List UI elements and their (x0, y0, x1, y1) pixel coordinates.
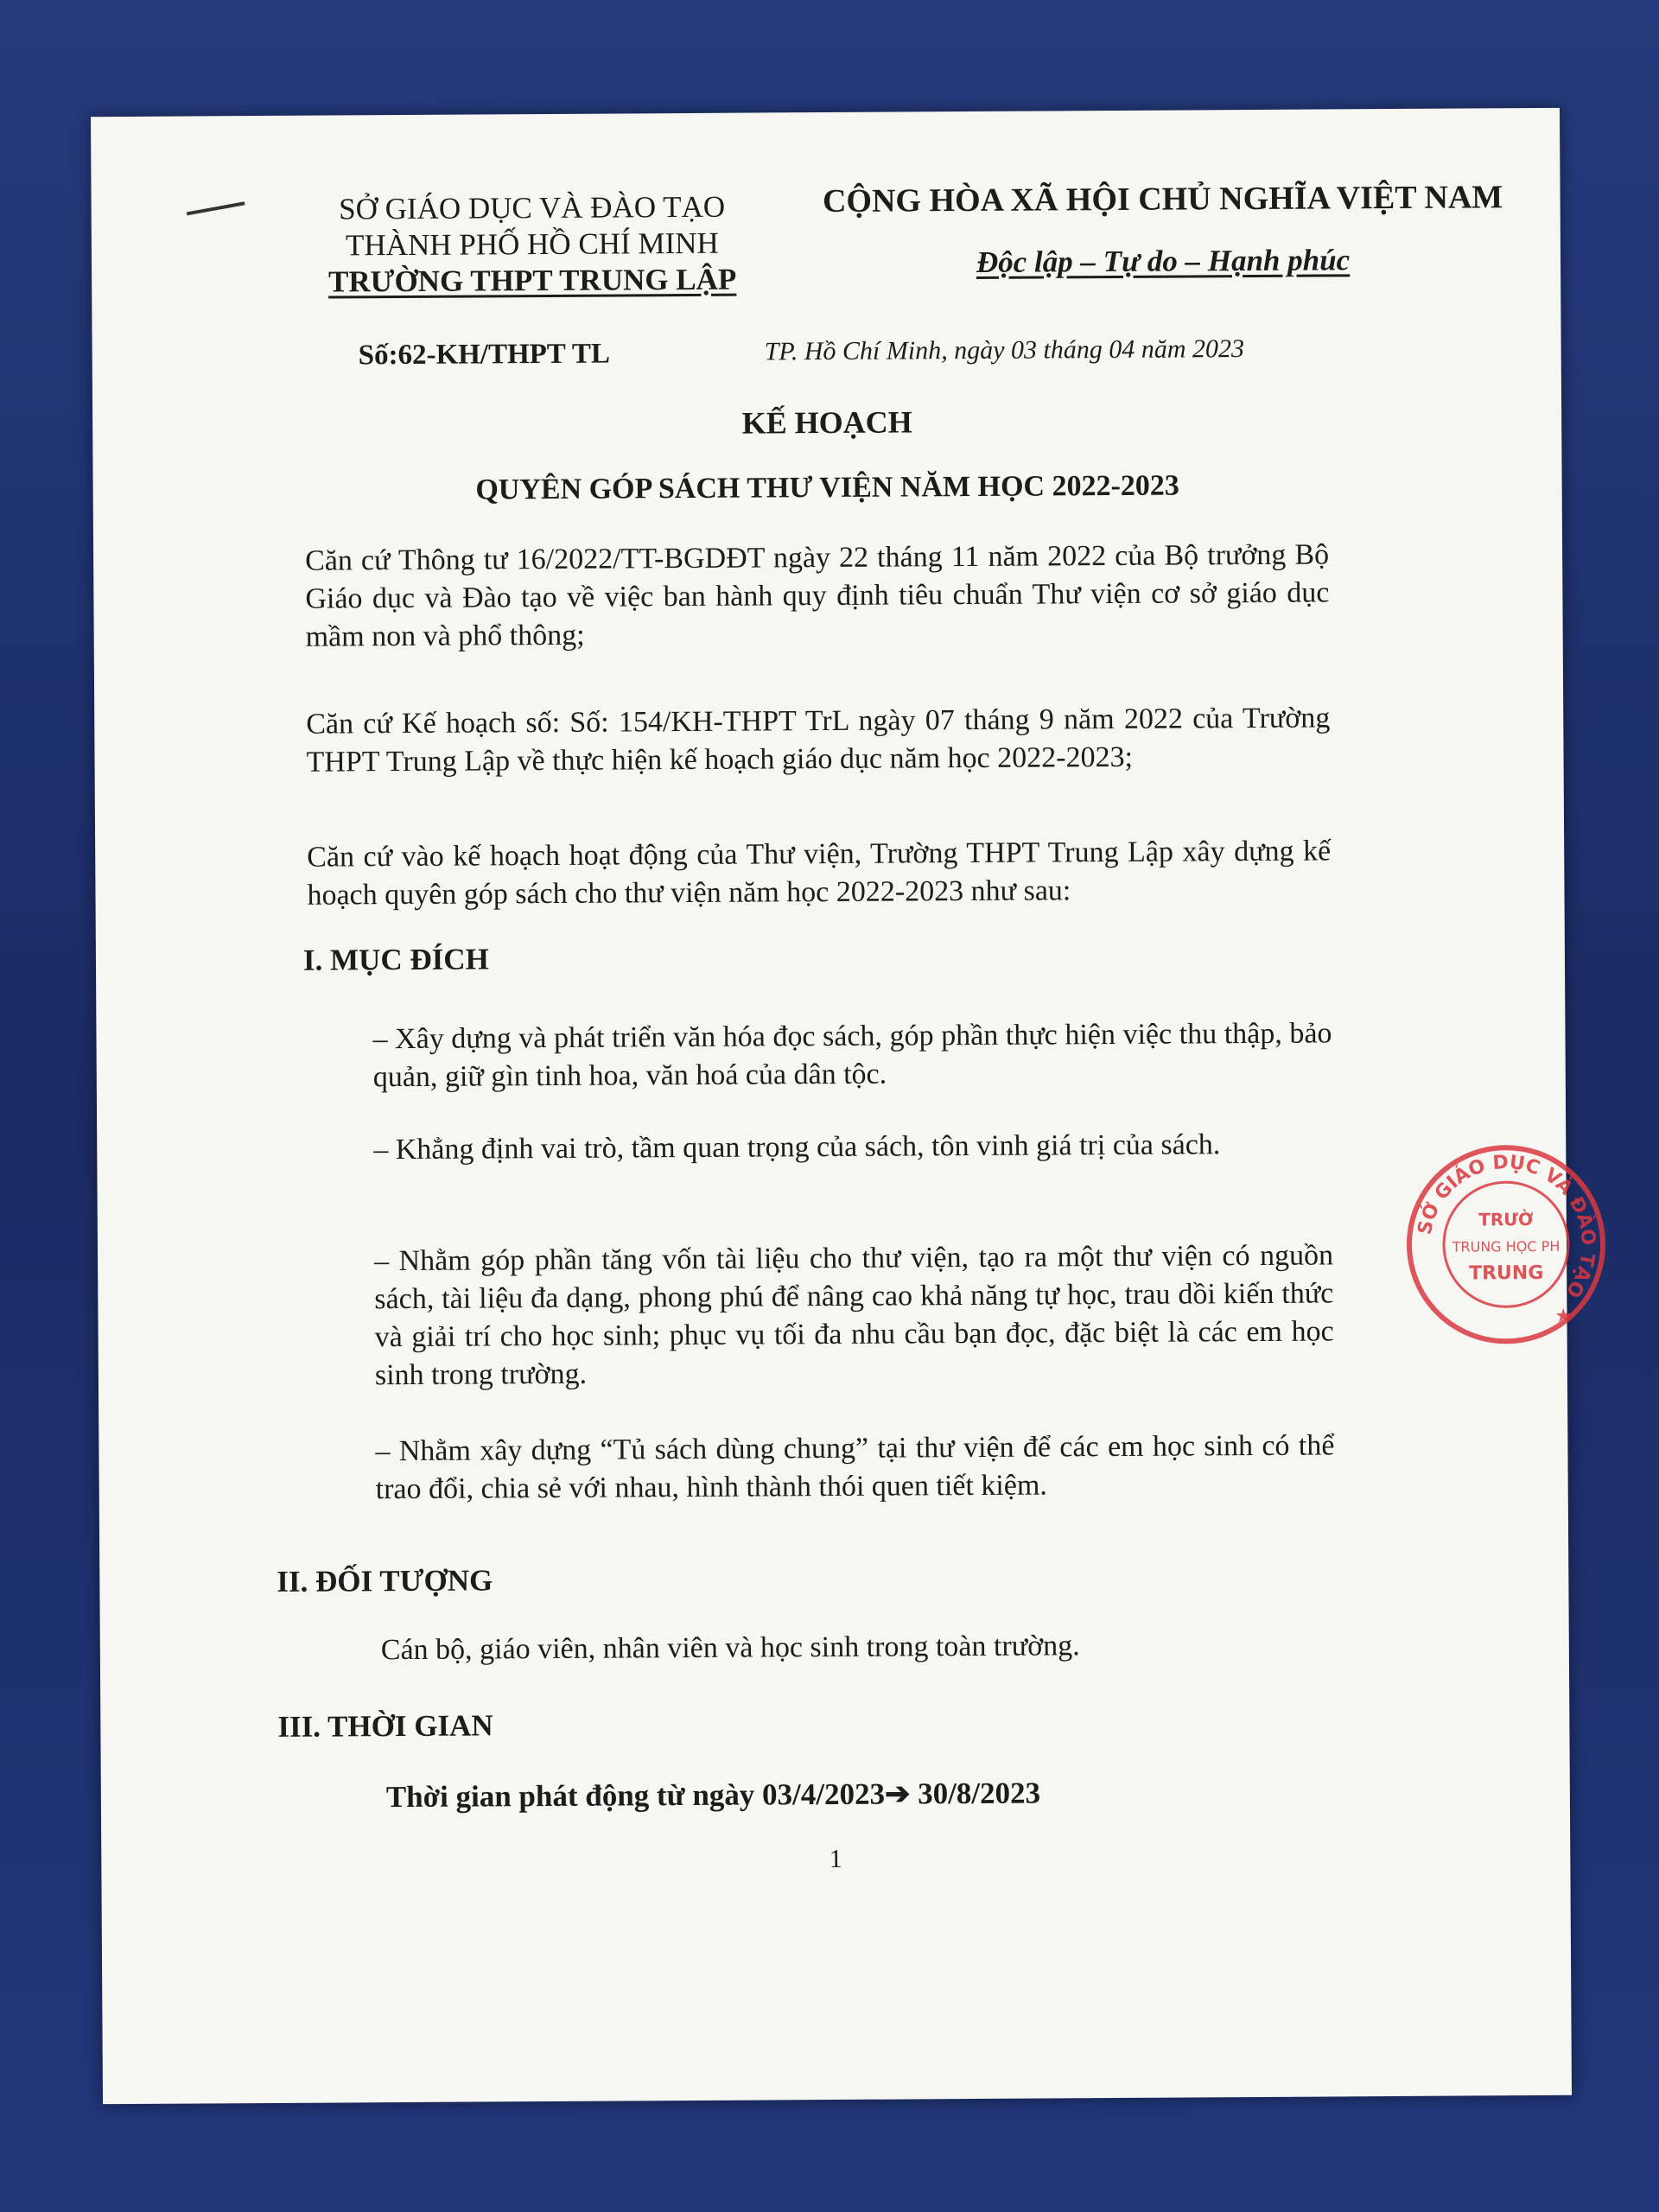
preamble-paragraph-2: Căn cứ Kế hoạch số: Số: 154/KH-THPT TrL ngày 07 tháng 9 năm 2022 của Trường THPT Trung Lập về thực hiện kế hoạch giáo dục năm học 2022-2023; (306, 702, 1331, 779)
document-subtitle: QUYÊN GÓP SÁCH THƯ VIỆN NĂM HỌC 2022-2023 (475, 469, 1179, 506)
svg-text:TRUNG HỌC PH: TRUNG HỌC PH (1452, 1237, 1560, 1255)
section-heading-target: II. ĐỐI TƯỢNG (276, 1563, 493, 1599)
svg-text:SỞ GIÁO DỤC VÀ ĐÀO TẠO: SỞ GIÁO DỤC VÀ ĐÀO TẠO (1414, 1151, 1599, 1302)
document-page (91, 108, 1599, 2104)
document-title: KẾ HOẠCH (741, 404, 912, 441)
campaign-period: Thời gian phát động từ ngày 03/4/2023➔ 30/8/2023 (385, 1776, 1041, 1815)
pen-mark (187, 201, 245, 215)
document-date: TP. Hồ Chí Minh, ngày 03 tháng 04 năm 2023 (764, 334, 1245, 366)
section-heading-time: III. THỜI GIAN (277, 1708, 493, 1744)
purpose-item-1: – Xây dựng và phát triển văn hóa đọc sách, góp phần thực hiện việc thu thập, bảo quản, giữ gìn tinh hoa, văn hoá của dân tộc. (372, 1017, 1332, 1094)
svg-text:TRƯỜ: TRƯỜ (1478, 1209, 1534, 1230)
national-motto: Độc lập – Tự do – Hạnh phúc (976, 243, 1351, 279)
issuing-authority-block (282, 188, 784, 301)
page-number: 1 (829, 1844, 842, 1874)
nation-name: CỘNG HÒA XÃ HỘI CHỦ NGHĨA VIỆT NAM (822, 179, 1503, 220)
school-name: TRƯỜNG THPT TRUNG LẬP (327, 262, 737, 299)
purpose-item-3: – Nhằm góp phần tăng vốn tài liệu cho thư viện, tạo ra một thư viện có nguồn sách, tài liệu đa dạng, phong phú để nâng cao khả năng tự học, trau dồi kiến thức và giải trí cho học sinh; phục vụ tối đa nhu cầu bạn đọc, đặc biệt là các em học sinh trong trường. (373, 1239, 1334, 1392)
svg-text:TRUNG: TRUNG (1468, 1262, 1544, 1285)
purpose-item-4: – Nhằm xây dựng “Tủ sách dùng chung” tại thư viện để các em học sinh có thể trao đổi, chia sẻ với nhau, hình thành thói quen tiết kiệm. (375, 1429, 1335, 1506)
target-text: Cán bộ, giáo viên, nhân viên và học sinh trong toàn trường. (380, 1630, 1080, 1667)
department-line-2: THÀNH PHỐ HỒ CHÍ MINH (345, 226, 719, 263)
department-line-1: SỞ GIÁO DỤC VÀ ĐÀO TẠO (339, 189, 726, 226)
section-heading-purpose: I. MỤC ĐÍCH (302, 942, 489, 977)
svg-text:★: ★ (1554, 1305, 1573, 1327)
document-number: Số:62-KH/THPT TL (358, 338, 611, 372)
preamble-paragraph-1: Căn cứ Thông tư 16/2022/TT-BGDĐT ngày 22 tháng 11 năm 2022 của Bộ trưởng Bộ Giáo dục và Đào tạo về việc ban hành quy định tiêu chuẩn Thư viện cơ sở giáo dục mầm non và phổ thông; (305, 538, 1330, 653)
preamble-paragraph-3: Căn cứ vào kế hoạch hoạt động của Thư viện, Trường THPT Trung Lập xây dựng kế hoạch quyên góp sách cho thư viện năm học 2022-2023 như sau: (307, 835, 1332, 912)
purpose-item-2: – Khẳng định vai trò, tầm quan trọng của sách, tôn vinh giá trị của sách. (373, 1128, 1221, 1166)
red-seal-stamp (1402, 1141, 1610, 1349)
national-header-block (799, 175, 1526, 285)
